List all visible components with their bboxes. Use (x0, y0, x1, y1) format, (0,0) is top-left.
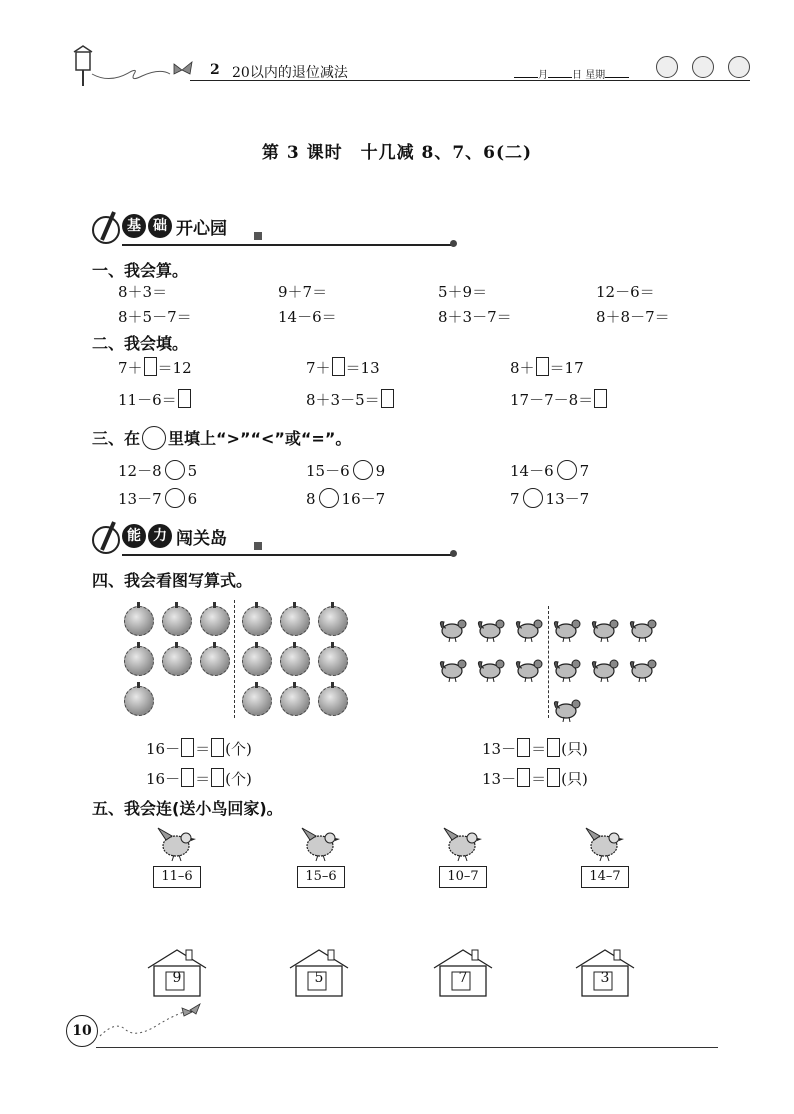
neutral-face-icon (692, 56, 714, 78)
bird-icon[interactable] (580, 822, 628, 862)
fill-2-3: 17－7－8＝ (510, 389, 608, 410)
answer-box[interactable] (547, 768, 560, 787)
banner-char-1: 能 (122, 524, 146, 548)
banner-dot (450, 550, 457, 557)
apple-icon (318, 646, 348, 676)
rooster-icon (514, 616, 544, 642)
answer-box[interactable] (332, 357, 345, 376)
sad-face-icon (728, 56, 750, 78)
bird-icon[interactable] (152, 822, 200, 862)
house-number: 9 (172, 970, 182, 986)
banner-char-2: 础 (148, 214, 172, 238)
footer-rule (96, 1047, 718, 1048)
banner-ability (92, 520, 372, 554)
fill-1-2: 7＋ ＝13 (306, 359, 380, 377)
answer-box[interactable] (517, 768, 530, 787)
apple-icon (162, 606, 192, 636)
calc-1-4: 12－6＝ (596, 283, 655, 301)
rooster-icon (552, 696, 582, 722)
banner-text: 闯关岛 (176, 529, 227, 549)
bird-icon[interactable] (438, 822, 486, 862)
compare-2-2: 8 16－7 (306, 490, 386, 508)
paintbrush-icon (92, 520, 124, 558)
date-month-label: 月 (538, 70, 548, 81)
banner-square (254, 542, 262, 550)
apple-icon (242, 606, 272, 636)
page-number: 10 (66, 1015, 98, 1047)
answer-box[interactable] (181, 768, 194, 787)
rooster-icon (628, 616, 658, 642)
house-number: 5 (314, 970, 324, 986)
banner-char-2: 力 (148, 524, 172, 548)
calc-2-4: 8＋8－7＝ (596, 308, 670, 326)
apple-icon (124, 606, 154, 636)
banner-underline (122, 554, 452, 556)
answer-box[interactable] (144, 357, 157, 376)
answer-box[interactable] (211, 768, 224, 787)
bird-label[interactable]: 11–6 (153, 866, 201, 888)
compare-circle[interactable] (165, 460, 185, 480)
rooster-icon (628, 656, 658, 682)
apple-eq-2: 16－ ＝ (个) (146, 770, 252, 788)
bird-label[interactable]: 14–7 (581, 866, 629, 888)
rooster-icon (438, 616, 468, 642)
house-number: 3 (600, 970, 610, 986)
answer-box[interactable] (181, 738, 194, 757)
apple-icon (318, 686, 348, 716)
house-icon[interactable] (574, 946, 636, 998)
rooster-divider (548, 606, 549, 718)
compare-circle[interactable] (319, 488, 339, 508)
apple-icon (200, 606, 230, 636)
apple-icon (242, 646, 272, 676)
banner-char-1: 基 (122, 214, 146, 238)
circle-symbol (142, 426, 166, 450)
rooster-icon (552, 656, 582, 682)
apple-icon (280, 686, 310, 716)
calc-2-1: 8＋5－7＝ (118, 308, 192, 326)
answer-box[interactable] (594, 389, 607, 408)
section-4-heading: 四、我会看图写算式。 (92, 571, 253, 590)
apple-divider (234, 600, 235, 718)
date-fields (514, 66, 629, 81)
page-title: 第 3 课时 十几减 8、7、6(二) (261, 143, 533, 163)
section-1-heading: 一、我会算。 (92, 261, 189, 280)
answer-box[interactable] (547, 738, 560, 757)
apple-icon (242, 686, 272, 716)
fill-1-1: 7＋ ＝12 (118, 359, 192, 377)
section-3-heading: 三、在 里填上“>”“<”或“=”。 (92, 426, 351, 450)
rooster-icon (590, 656, 620, 682)
banner-text: 开心园 (176, 219, 227, 239)
date-week-label: 星期 (585, 70, 606, 81)
compare-1-3: 14－6 7 (510, 462, 590, 480)
compare-1-2: 15－6 9 (306, 462, 386, 480)
rooster-eq-2: 13－ ＝ (只) (482, 770, 588, 788)
banner-underline (122, 244, 452, 246)
bird-icon[interactable] (296, 822, 344, 862)
answer-box[interactable] (211, 738, 224, 757)
smiley-face-icon (656, 56, 678, 78)
compare-circle[interactable] (523, 488, 543, 508)
compare-circle[interactable] (353, 460, 373, 480)
bird-label[interactable]: 10–7 (439, 866, 487, 888)
calc-1-3: 5＋9＝ (438, 283, 488, 301)
dotted-flight-path-icon (96, 1000, 206, 1040)
fill-1-3: 8＋ ＝17 (510, 359, 584, 377)
banner-dot (450, 240, 457, 247)
apple-icon (280, 606, 310, 636)
unit-number: 2 (210, 62, 220, 78)
rooster-icon (476, 656, 506, 682)
calc-1-2: 9＋7＝ (278, 283, 328, 301)
date-day-label: 日 (572, 70, 582, 81)
compare-2-3: 7 13－7 (510, 490, 590, 508)
compare-2-1: 13－7 6 (118, 490, 198, 508)
section-5-heading: 五、我会连(送小鸟回家)。 (92, 799, 283, 818)
rooster-icon (438, 656, 468, 682)
house-icon[interactable] (432, 946, 494, 998)
house-number: 7 (458, 970, 468, 986)
apple-icon (162, 646, 192, 676)
compare-circle[interactable] (165, 488, 185, 508)
banner-square (254, 232, 262, 240)
unit-title: 20以内的退位减法 (232, 65, 348, 81)
answer-box[interactable] (178, 389, 191, 408)
apple-icon (200, 646, 230, 676)
rooster-eq-1: 13－ ＝ (只) (482, 740, 588, 758)
calc-2-3: 8＋3－7＝ (438, 308, 512, 326)
rooster-icon (552, 616, 582, 642)
fill-2-2: 8＋3－5＝ (306, 389, 395, 410)
apple-icon (318, 606, 348, 636)
rooster-icon (590, 616, 620, 642)
rooster-icon (514, 656, 544, 682)
compare-circle[interactable] (557, 460, 577, 480)
calc-2-2: 14－6＝ (278, 308, 337, 326)
paintbrush-icon (92, 210, 124, 248)
answer-box[interactable] (517, 738, 530, 757)
fill-2-1: 11－6＝ (118, 389, 192, 410)
rooster-icon (476, 616, 506, 642)
section-2-heading: 二、我会填。 (92, 334, 189, 353)
apple-icon (124, 686, 154, 716)
compare-1-1: 12－8 5 (118, 462, 198, 480)
lamp-decoration-icon (70, 44, 200, 88)
apple-icon (280, 646, 310, 676)
answer-box[interactable] (381, 389, 394, 408)
header-rule (190, 80, 750, 81)
answer-box[interactable] (536, 357, 549, 376)
house-icon[interactable] (288, 946, 350, 998)
bird-label[interactable]: 15–6 (297, 866, 345, 888)
house-icon[interactable] (146, 946, 208, 998)
banner-basics (92, 210, 372, 244)
apple-icon (124, 646, 154, 676)
apple-eq-1: 16－ ＝ (个) (146, 740, 252, 758)
calc-1-1: 8＋3＝ (118, 283, 168, 301)
